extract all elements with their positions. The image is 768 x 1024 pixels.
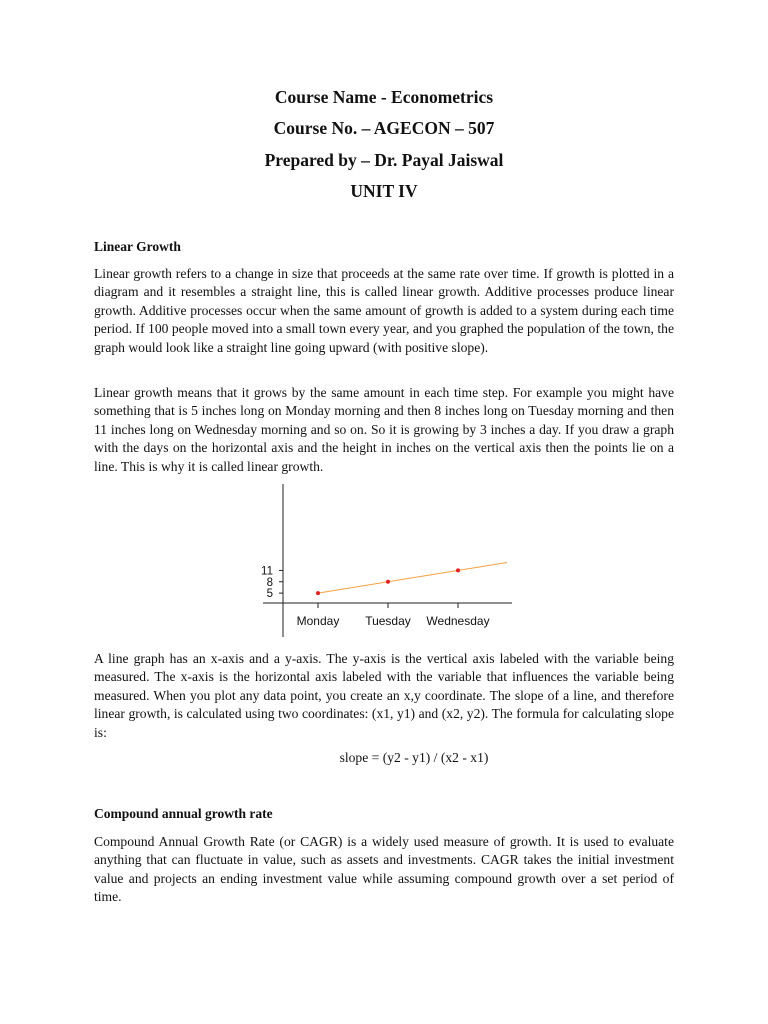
x-tick-label: Monday (296, 614, 340, 628)
y-tick-label: 11 (261, 565, 273, 578)
linear-growth-heading: Linear Growth (94, 239, 181, 254)
x-tick-label: Tuesday (365, 614, 411, 628)
course-name: Course Name - Econometrics (274, 87, 494, 107)
y-tick-label: 8 (266, 576, 273, 589)
cagr-heading: Compound annual growth rate (94, 806, 273, 821)
slope-formula: slope = (y2 - y1) / (x2 - x1) (339, 750, 489, 765)
x-ticks (297, 603, 490, 628)
linear-growth-paragraph-2: Linear growth means that it grows by the same amount in each time step. For example you might have something that is 5 inches long on Monday morning and then 8 inches long on Tuesday morning and then 11 inches long on Wednesday morning and so on. So it is growing by 3 inches a day. If you draw a graph with the days on the horizontal axis and the height in inches on the vertical axis then the points lie on a line. This is why it is called linear growth. (94, 385, 674, 474)
unit-title: UNIT IV (350, 181, 418, 201)
cagr-paragraph: Compound Annual Growth Rate (or CAGR) is a widely used measure of growth. It is used to evaluate anything that can fluctuate in value, such as assets and investments. CAGR takes the initial investment value and projects an ending investment value while assuming compound growth over a set period of time. (94, 834, 674, 905)
y-tick-label: 5 (266, 588, 273, 601)
line-graph-paragraph: A line graph has an x-axis and a y-axis. The y-axis is the vertical axis labeled with the variable being measured. The x-axis is the horizontal axis labeled with the variable that influences the variable being measured. When you plot any data point, you create an x,y coordinate. The slope of a line, and therefore linear growth, is calculated using two coordinates: (x1, y1) and (x2, y2). The formula for calculating slope is: (94, 651, 674, 740)
linear-growth-paragraph-1: Linear growth refers to a change in size that proceeds at the same rate over time. If growth is plotted in a diagram and it resembles a straight line, this is called linear growth. Additive processes produce linear growth. Additive processes occur when the same amount of growth is added to a system during each time period. If 100 people moved into a small town every year, and you graphed the population of the town, the graph would look like a straight line going upward (with positive slope). (94, 266, 674, 355)
data-point-wednesday (456, 568, 460, 572)
y-ticks (261, 565, 283, 600)
x-tick-label: Wednesday (426, 614, 490, 628)
course-number: Course No. – AGECON – 507 (273, 118, 495, 138)
data-point-monday (316, 591, 320, 595)
data-point-tuesday (386, 580, 390, 584)
trend-line (318, 562, 507, 593)
linear-growth-chart (240, 478, 530, 642)
prepared-by: Prepared by – Dr. Payal Jaiswal (264, 150, 504, 170)
data-points (316, 568, 460, 595)
